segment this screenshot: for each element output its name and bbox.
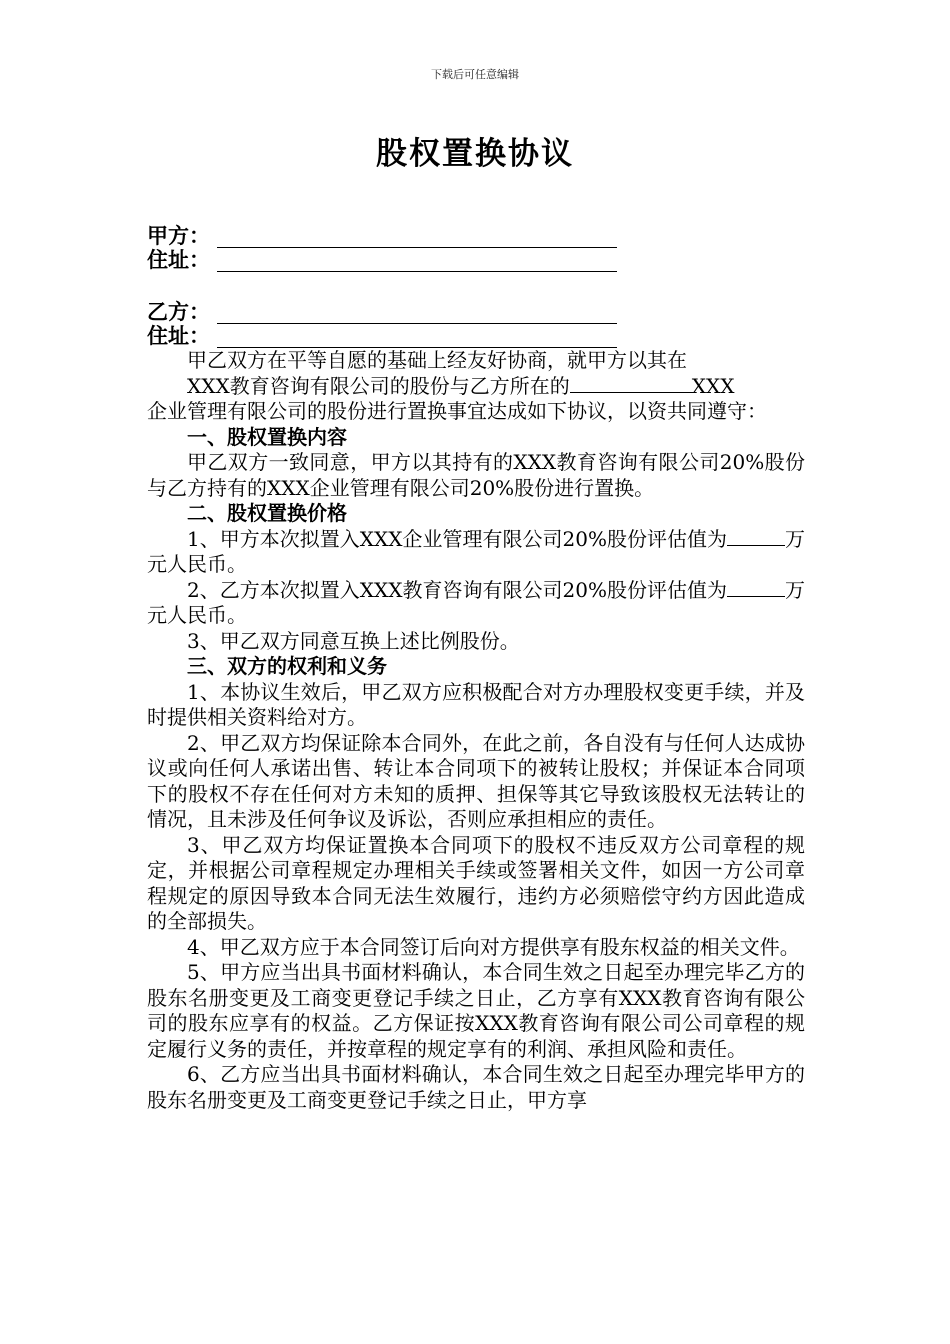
section-3-item-1: 1、本协议生效后，甲乙双方应积极配合对方办理股权变更手续，并及时提供相关资料给对方。 <box>147 679 805 729</box>
section-2-item-1 <box>147 527 805 578</box>
party-b-field <box>147 300 210 324</box>
company-blank <box>570 374 692 393</box>
party-a-address-blank <box>217 271 617 272</box>
section-1-text: 甲乙双方一致同意，甲方以其持有的XXX教育咨询有限公司20%股份与乙方持有的XXX企业管理有限公司20%股份进行置换。 <box>147 450 805 500</box>
section-1-heading: 一、股权置换内容 <box>187 424 347 449</box>
section-2-item-1-text: 1、甲方本次拟置入XXX企业管理有限公司20%股份评估值为 <box>187 526 727 551</box>
preamble-rest: 企业管理有限公司的股份进行置换事宜达成如下协议，以资共同遵守： <box>147 399 767 423</box>
preamble-line-2b: XXX <box>691 373 735 398</box>
agreement-body <box>147 348 805 1113</box>
section-2-item-1-unit: 万元人民币。 <box>147 526 805 576</box>
party-a-label: 甲方： <box>147 223 210 248</box>
party-a-address-label: 住址： <box>147 247 210 272</box>
preamble-line-1: 甲乙双方在平等自愿的基础上经友好协商，就甲方以其在 <box>187 348 687 372</box>
party-a-blank <box>217 247 617 248</box>
section-3-item-5: 5、甲方应当出具书面材料确认，本合同生效之日起至办理完毕乙方的股东名册变更及工商变更登记手续之日止，乙方享有XXX教育咨询有限公司的股东应享有的权益。乙方保证按XXX教育咨询有限公司公司章程的规定履行义务的责任，并按章程的规定享有的利润、承担风险和责任。 <box>147 960 805 1061</box>
preamble-line-2a: XXX教育咨询有限公司的股份与乙方所在的 <box>187 373 570 398</box>
section-3-item-6: 6、乙方应当出具书面材料确认，本合同生效之日起至办理完毕甲方的股东名册变更及工商变更登记手续之日止，甲方享 <box>147 1062 805 1112</box>
section-3-item-3: 3、甲乙双方均保证置换本合同项下的股权不违反双方公司章程的规定，并根据公司章程规定办理相关手续或签署相关文件，如因一方公司章程规定的原因导致本合同无法生效履行，违约方必须赔偿守约方因此造成的全部损失。 <box>147 832 805 933</box>
section-3-item-4: 4、甲乙双方应于本合同签订后向对方提供享有股东权益的相关文件。 <box>187 934 800 959</box>
section-3-heading: 三、双方的权利和义务 <box>187 654 387 678</box>
party-a-field <box>147 224 210 248</box>
valuation-blank-1 <box>727 527 785 546</box>
party-b-address-label: 住址： <box>147 323 210 348</box>
party-b-label: 乙方： <box>147 299 210 324</box>
party-b-blank <box>217 323 617 324</box>
section-2-item-2-text: 2、乙方本次拟置入XXX教育咨询有限公司20%股份评估值为 <box>187 577 727 602</box>
party-b-address-field <box>147 324 210 348</box>
section-3-item-2: 2、甲乙双方均保证除本合同外，在此之前，各自没有与任何人达成协议或向任何人承诺出售、转让本合同项下的被转让股权；并保证本合同项下的股权不存在任何对方未知的质押、担保等其它导致该股权无法转让的情况，且未涉及任何争议及诉讼，否则应承担相应的责任。 <box>147 730 805 831</box>
valuation-blank-2 <box>727 578 785 597</box>
section-2-item-2 <box>147 578 805 629</box>
section-2-item-3: 3、甲乙双方同意互换上述比例股份。 <box>187 628 520 653</box>
preamble-paragraph <box>147 348 805 425</box>
section-2-heading: 二、股权置换价格 <box>187 501 347 525</box>
document-title: 股权置换协议 <box>376 136 574 172</box>
party-a-address-field <box>147 248 210 272</box>
preamble-line-2 <box>147 374 805 400</box>
header-note: 下载后可任意编辑 <box>431 68 519 81</box>
section-2-item-2-unit: 万元人民币。 <box>147 577 805 627</box>
